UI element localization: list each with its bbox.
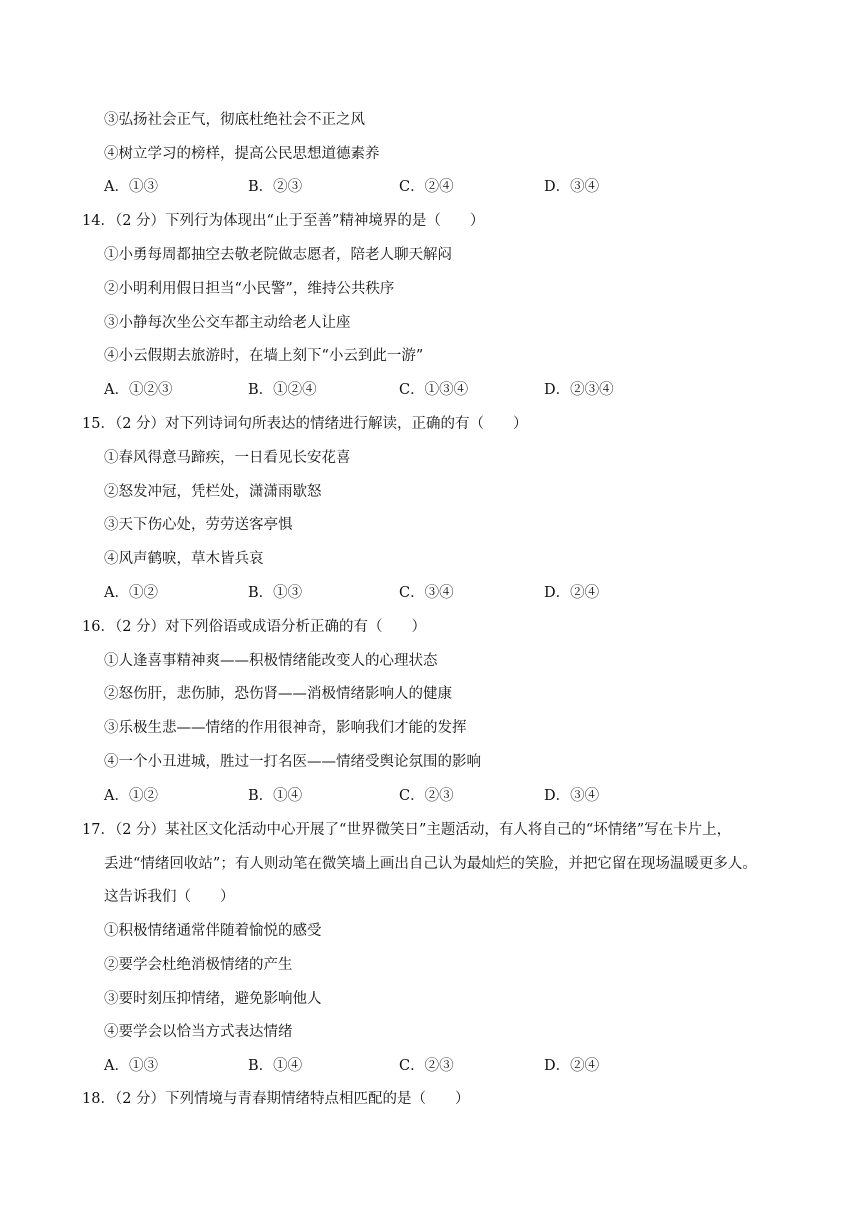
q17-option-1: ①积极情绪通常伴随着愉悦的感受: [104, 923, 322, 939]
q15-choice-c[interactable]: C．③④: [399, 585, 454, 601]
q13-choice-a[interactable]: A．①③: [104, 179, 158, 195]
q16-option-4: ④一个小丑进城，胜过一打名医——情绪受舆论氛围的影响: [104, 754, 481, 770]
q14-stem: 14．（2 分）下列行为体现出“止于至善”精神境界的是（ ）: [82, 213, 485, 229]
q13-choice-b[interactable]: B．②③: [248, 179, 303, 195]
q17-stem: 17．（2 分）某社区文化活动中心开展了“世界微笑日”主题活动，有人将自己的“坏情绪”写在卡片上，: [82, 822, 732, 838]
q15-choice-b[interactable]: B．①③: [248, 585, 303, 601]
q15-option-4: ④风声鹤唳，草木皆兵哀: [104, 551, 264, 567]
q16-choice-d[interactable]: D．③④: [544, 788, 600, 804]
q14-choice-b[interactable]: B．①②④: [248, 382, 317, 398]
q14-option-2: ②小明利用假日担当“小民警”，维持公共秩序: [104, 281, 395, 297]
q13-option-4: ④树立学习的榜样，提高公民思想道德素养: [104, 146, 380, 162]
q13-choices: [104, 177, 724, 197]
q15-choice-a[interactable]: A．①②: [104, 585, 158, 601]
q15-choice-d[interactable]: D．②④: [544, 585, 600, 601]
q16-choice-a[interactable]: A．①②: [104, 788, 158, 804]
q17-option-2: ②要学会杜绝消极情绪的产生: [104, 957, 293, 973]
q15-stem: 15．（2 分）对下列诗词句所表达的情绪进行解读，正确的有（ ）: [82, 416, 528, 432]
q13-choice-d[interactable]: D．③④: [544, 179, 600, 195]
q15-option-3: ③天下伤心处，劳劳送客亭惧: [104, 517, 293, 533]
q14-choice-a[interactable]: A．①②③: [104, 382, 173, 398]
q13-option-3: ③弘扬社会正气，彻底杜绝社会不正之风: [104, 112, 365, 128]
q17-option-3: ③要时刻压抑情绪，避免影响他人: [104, 991, 322, 1007]
q16-choices: [104, 786, 724, 806]
q17-stem-line-3: 这告诉我们（ ）: [104, 889, 235, 905]
q14-choice-d[interactable]: D．②③④: [544, 382, 614, 398]
q16-stem: 16．（2 分）对下列俗语或成语分析正确的有（ ）: [82, 619, 427, 635]
q14-choice-c[interactable]: C．①③④: [399, 382, 469, 398]
q17-choice-d[interactable]: D．②④: [544, 1058, 600, 1074]
q17-choice-a[interactable]: A．①③: [104, 1058, 158, 1074]
q16-option-1: ①人逢喜事精神爽——积极情绪能改变人的心理状态: [104, 653, 438, 669]
q16-option-2: ②怒伤肝，悲伤肺，恐伤肾——消极情绪影响人的健康: [104, 686, 452, 702]
q15-choices: [104, 583, 724, 603]
q14-option-3: ③小静每次坐公交车都主动给老人让座: [104, 315, 351, 331]
q14-option-4: ④小云假期去旅游时，在墙上刻下“小云到此一游”: [104, 348, 424, 364]
q17-stem-line-2: 丢进“情绪回收站”；有人则动笔在微笑墙上画出自己认为最灿烂的笑脸，并把它留在现场温暖更多人。: [104, 856, 757, 872]
q16-choice-b[interactable]: B．①④: [248, 788, 303, 804]
q18-stem: 18．（2 分）下列情境与青春期情绪特点相匹配的是（ ）: [82, 1091, 470, 1107]
q16-choice-c[interactable]: C．②③: [399, 788, 454, 804]
q14-option-1: ①小勇每周都抽空去敬老院做志愿者，陪老人聊天解闷: [104, 247, 452, 263]
q17-choice-b[interactable]: B．①④: [248, 1058, 303, 1074]
q16-option-3: ③乐极生悲——情绪的作用很神奇，影响我们才能的发挥: [104, 720, 467, 736]
q17-choices: [104, 1056, 724, 1076]
q17-choice-c[interactable]: C．②③: [399, 1058, 454, 1074]
q13-choice-c[interactable]: C．②④: [399, 179, 454, 195]
q14-choices: [104, 380, 724, 400]
q15-option-1: ①春风得意马蹄疾，一日看见长安花喜: [104, 450, 351, 466]
q15-option-2: ②怒发冲冠，凭栏处，潇潇雨歇怒: [104, 484, 322, 500]
q17-option-4: ④要学会以恰当方式表达情绪: [104, 1024, 293, 1040]
